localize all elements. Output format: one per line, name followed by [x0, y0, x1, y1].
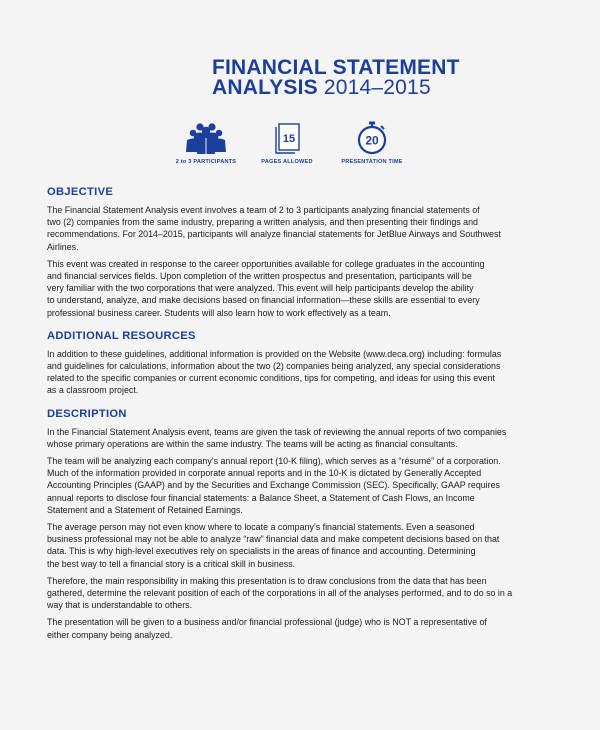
title-year: 2014–2015 [323, 76, 431, 99]
time-caption: PRESENTATION TIME [341, 159, 403, 165]
objective-paragraph-2: This event was created in response to the career opportunities available for college graduates in the accounting and financial services fields. Upon completion of the written prospectus and presentation, participants will be very familiar with the two corporations that were analyzed. This event will help participants develop the ability to understand, analyze, and make decisions based on financial information—these skills are essential to every professional business career. Students will also learn how to work effectively as a team. [47, 258, 485, 318]
objective-paragraph-1: The Financial Statement Analysis event involves a team of 2 to 3 participants analyzing financial statements of two (2) companies from the same industry, preparing a written analysis, and then presenting their findings and recommendations. For 2014–2015, participants will analyze financial statements for JetBlue Airways and Southwest Airlines. [47, 205, 501, 252]
description-paragraph-4: Therefore, the main responsibility in making this presentation is to draw conclusions from the data that has been gathered, determine the relevant position of each of the corporations in all of the analyses performed, and to do so in a way that is understandable to others. [47, 575, 513, 611]
description-paragraph-3: The average person may not even know where to locate a company’s financial statements. Even a seasoned business professional may not be able to analyze “raw” financial data and make competent decisions based on that data. This is why high-level executives rely on specialists in the areas of finance and accounting. Determining the best way to tell a financial story is a critical skill in business. [47, 522, 500, 569]
time-fact [312, 121, 432, 165]
title-line-2 [212, 78, 460, 98]
resources-paragraph-1: In addition to these guidelines, additional information is provided on the Website (www.deca.org) including: formulas and guidelines for calculations, information about the two (2) companies being analyzed, any special considerations related to the specific companies or current economic conditions, tips for competing, and ideas for using this event as a classroom project. [47, 348, 502, 396]
participants-icon [183, 121, 229, 155]
description-heading: DESCRIPTION [47, 407, 127, 420]
pages-caption: PAGES ALLOWED [261, 159, 313, 165]
pages-number: 15 [282, 133, 296, 145]
stopwatch-icon [354, 121, 390, 155]
description-paragraph-2: The team will be analyzing each company’s annual report (10-K filing), which serves as a “résumé” of a corporation. Much of the information provided in corporate annual reports and in the 10-K is dictated by Generally Accepted Accounting Principles (GAAP) and by the Securities and Exchange Commission (SEC). Specifically, GAAP requires annual reports to disclose four financial statements: a Balance Sheet, a Statement of Cash Flows, an Income Statement and a Statement of Retained Earnings. [47, 456, 501, 515]
description-paragraph-5: The presentation will be given to a business and/or financial professional (judge) who is NOT a representative of either company being analyzed. [47, 617, 487, 640]
participants-caption: 2 to 3 PARTICIPANTS [175, 159, 237, 165]
title-main: ANALYSIS [212, 76, 318, 99]
event-facts-row [0, 121, 600, 171]
title-line-1: FINANCIAL STATEMENT [212, 56, 460, 79]
time-number: 20 [365, 133, 379, 148]
description-paragraph-1: In the Financial Statement Analysis event, teams are given the task of reviewing the annual reports of two companies whose primary operations are within the same industry. The teams will be acting as financial consultants. [47, 426, 507, 449]
document-body [47, 184, 557, 641]
document-title [212, 58, 460, 98]
resources-heading: ADDITIONAL RESOURCES [47, 329, 196, 342]
objective-heading: OBJECTIVE [47, 186, 114, 198]
pages-icon [270, 121, 304, 155]
